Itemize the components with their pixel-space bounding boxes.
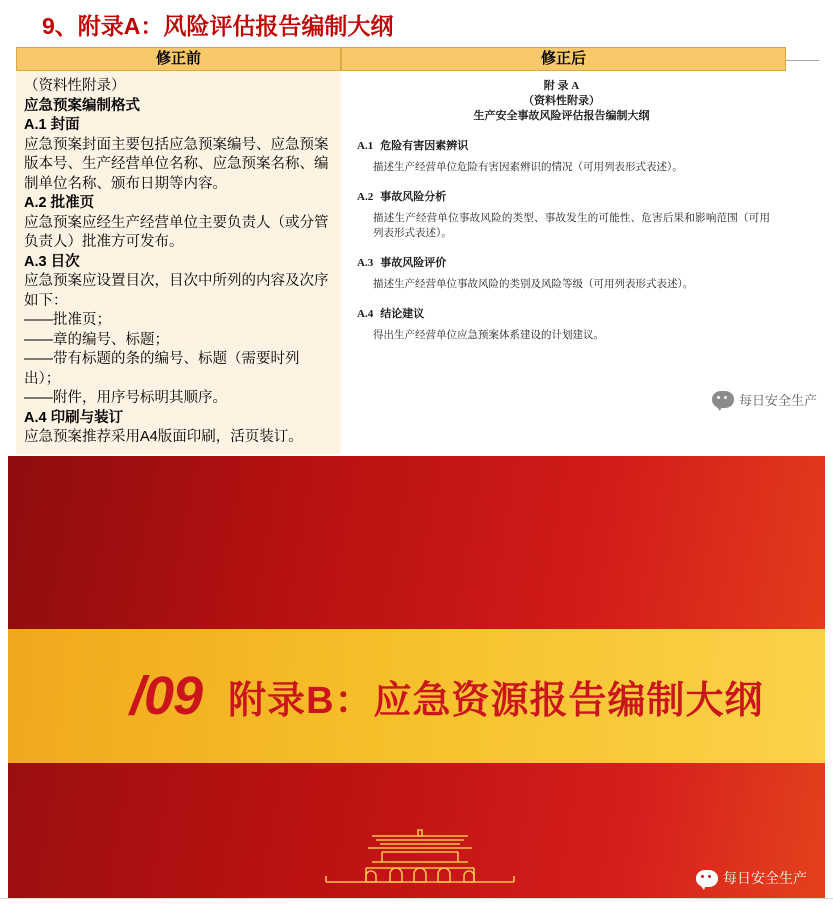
column-header-after: 修正后 <box>341 47 786 71</box>
before-line-1: 应急预案编制格式 <box>24 97 140 114</box>
after-title-line-2: 生产安全事故风险评估报告编制大纲 <box>473 110 650 122</box>
table-header-row <box>16 47 786 71</box>
before-line-0: （资料性附录） <box>24 78 126 94</box>
before-line-13: 应急预案推荐采用A4版面印刷，活页装订。 <box>24 429 303 445</box>
after-title-line-1: （资料性附录） <box>523 95 600 107</box>
table-body-row <box>16 71 786 454</box>
before-line-2: A.1 封面 <box>24 117 80 133</box>
after-title-line-0: 附 录 A <box>543 80 580 92</box>
after-item-title-3: 事故风险评价 <box>380 257 447 269</box>
after-item-number-1: A.1 <box>357 140 374 152</box>
after-item-heading-3 <box>357 254 772 270</box>
before-line-6: A.3 目次 <box>24 253 80 270</box>
after-item-number-4: A.4 <box>357 308 374 320</box>
slide-title-band <box>8 629 825 763</box>
tiananmen-gate-icon <box>320 828 520 890</box>
wechat-icon <box>696 870 718 887</box>
after-item-heading-2 <box>357 188 772 204</box>
slide-top-band <box>8 456 825 629</box>
after-item-title-4: 结论建议 <box>380 308 425 320</box>
after-item-text-4: 得出生产经营单位应急预案体系建设的计划建议。 <box>373 330 604 341</box>
before-line-7: 应急预案应设置目次，目次中所列的内容及次序如下： <box>24 273 329 309</box>
before-line-9: ——章的编号、标题； <box>24 331 169 348</box>
document-watermark <box>712 390 817 409</box>
after-item-text-2: 描述生产经营单位事故风险的类型、事故发生的可能性、危害后果和影响范围（可用列表形式表述）。 <box>373 213 770 239</box>
column-header-before: 修正前 <box>16 47 341 71</box>
after-item-heading-1 <box>357 137 772 153</box>
page-title: 9、附录A：风险评估报告编制大纲 <box>42 13 394 39</box>
before-line-10: ——带有标题的条的编号、标题（需要时列出）； <box>24 351 300 387</box>
slide-watermark-label: 每日安全生产 <box>723 870 807 886</box>
after-item-heading-4 <box>357 305 772 321</box>
comparison-table <box>16 47 786 454</box>
slide-watermark <box>696 868 807 888</box>
slide-heading: 附录B：应急资源报告编制大纲 <box>228 679 764 722</box>
before-column <box>16 71 341 454</box>
after-item-text-3: 描述生产经营单位事故风险的类别及风险等级（可用列表形式表述）。 <box>373 279 694 290</box>
after-item-text-1: 描述生产经营单位危险有害因素辨识的情况（可用列表形式表述）。 <box>373 162 683 173</box>
before-line-8: ——批准页； <box>24 312 111 328</box>
wechat-icon <box>712 391 734 408</box>
wechat-watermark-label: 每日安全生产 <box>738 393 817 408</box>
slide-number: /09 <box>130 666 203 726</box>
before-line-3: 应急预案封面主要包括应急预案编号、应急预案版本号、生产经营单位名称、应急预案名称、编制单位名称、颁布日期等内容。 <box>24 136 329 192</box>
after-item-number-2: A.2 <box>357 191 374 203</box>
slide-section <box>8 456 825 898</box>
wechat-watermark-slide <box>696 868 807 888</box>
before-line-12: A.4 印刷与装订 <box>24 409 124 426</box>
after-item-number-3: A.3 <box>357 257 374 269</box>
wechat-watermark <box>712 390 817 409</box>
after-item-title-1: 危险有害因素辨识 <box>380 140 469 152</box>
after-item-title-2: 事故风险分析 <box>380 191 447 203</box>
before-line-11: ——附件，用序号标明其顺序。 <box>24 390 227 406</box>
before-line-5: 应急预案应经生产经营单位主要负责人（或分管负责人）批准方可发布。 <box>24 214 329 250</box>
before-line-4: A.2 批准页 <box>24 195 95 211</box>
